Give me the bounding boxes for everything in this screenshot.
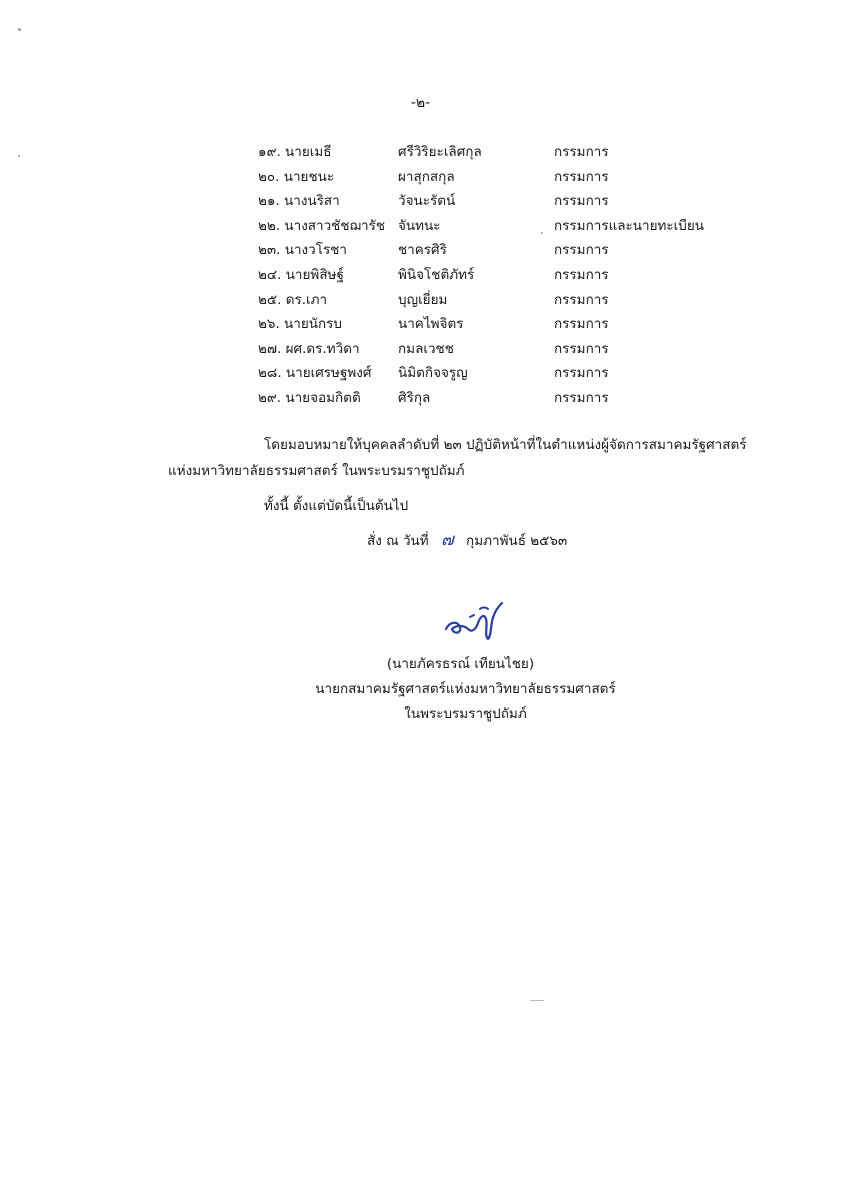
member-name: ๒๔. นายพิสิษฐ์: [258, 266, 344, 283]
member-surname: นาคไพจิตร: [398, 316, 464, 333]
assignment-line-2: แห่งมหาวิทยาลัยธรรมศาสตร์ ในพระบรมราชูปถัมภ์: [168, 463, 465, 479]
member-row: [258, 238, 818, 263]
scan-speck: [541, 232, 543, 234]
order-date-month-year: กุมภาพันธ์ ๒๕๖๓: [466, 533, 568, 549]
member-row: [258, 386, 818, 411]
assignment-line-1: โดยมอบหมายให้บุคคลลำดับที่ ๒๓ ปฏิบัติหน้าที่ในตำแหน่งผู้จัดการสมาคมรัฐศาสตร์: [264, 437, 747, 453]
member-surname: วัจนะรัตน์: [398, 193, 456, 210]
member-name: ๒๗. ผศ.ดร.ทวิดา: [258, 340, 360, 357]
member-list: [258, 140, 818, 411]
member-row: [258, 140, 818, 165]
member-row: [258, 361, 818, 386]
member-surname: ผาสุกสกุล: [398, 168, 455, 185]
member-row: [258, 263, 818, 288]
signer-title: นายกสมาคมรัฐศาสตร์แห่งมหาวิทยาลัยธรรมศาสตร์: [315, 681, 616, 697]
signer-name: (นายภัครธรณ์ เทียนไชย): [386, 656, 535, 672]
member-role: กรรมการ: [554, 365, 609, 382]
member-role: กรรมการ: [554, 266, 609, 283]
member-row: [258, 337, 818, 362]
member-role: กรรมการ: [554, 144, 609, 160]
member-surname: นิมิตกิจจรูญ: [398, 365, 468, 382]
order-date-prefix: สั่ง ณ วันที่: [367, 533, 429, 549]
member-name: ๒๙. นายจอมกิตติ: [258, 389, 361, 406]
member-role: กรรมการ: [554, 242, 609, 259]
member-role: กรรมการ: [554, 316, 609, 333]
member-surname: กมลเวชช: [398, 340, 454, 357]
member-name: ๒๐. นายชนะ: [258, 168, 335, 185]
member-name: ๒๓. นางวโรชา: [258, 242, 347, 259]
member-surname: ศิริกุล: [398, 389, 431, 406]
order-date: [367, 526, 567, 553]
effective-clause: ทั้งนี้ ตั้งแต่บัดนี้เป็นต้นไป: [264, 498, 409, 514]
member-name: ๒๖. นายนักรบ: [258, 316, 342, 333]
member-surname: ชาครศิริ: [398, 242, 447, 259]
member-row: [258, 189, 818, 214]
member-surname: บุญเยี่ยม: [398, 291, 448, 308]
scan-speck: [18, 155, 20, 157]
member-name: ๑๙. นายเมธี: [258, 144, 332, 160]
member-row: [258, 165, 818, 190]
scan-speck: [18, 28, 21, 31]
scan-speck: [530, 1000, 544, 1001]
page-number: -๒-: [410, 95, 431, 111]
member-role: กรรมการ: [554, 193, 609, 210]
member-name: ๒๒. นางสาวชัชฌารัช: [258, 217, 386, 234]
member-name: ๒๕. ดร.เภา: [258, 291, 328, 308]
member-surname: ศรีวิริยะเลิศกุล: [398, 144, 482, 160]
assignment-paragraph: [168, 432, 788, 484]
member-role: กรรมการและนายทะเบียน: [554, 217, 704, 234]
member-surname: จันทนะ: [398, 217, 441, 234]
handwritten-signature: [440, 595, 510, 643]
member-role: กรรมการ: [554, 291, 609, 308]
member-surname: พินิจโชติภัทร์: [398, 266, 475, 283]
member-role: กรรมการ: [554, 168, 609, 185]
member-name: ๒๑. นางนริสา: [258, 193, 340, 210]
member-role: กรรมการ: [554, 340, 609, 357]
member-name: ๒๘. นายเศรษฐพงศ์: [258, 365, 372, 382]
signer-title-royal: ในพระบรมราชูปถัมภ์: [404, 706, 527, 722]
order-date-day: ๗: [440, 530, 454, 550]
member-row: [258, 214, 818, 239]
member-row: [258, 312, 818, 337]
member-role: กรรมการ: [554, 389, 609, 406]
member-row: [258, 288, 818, 313]
